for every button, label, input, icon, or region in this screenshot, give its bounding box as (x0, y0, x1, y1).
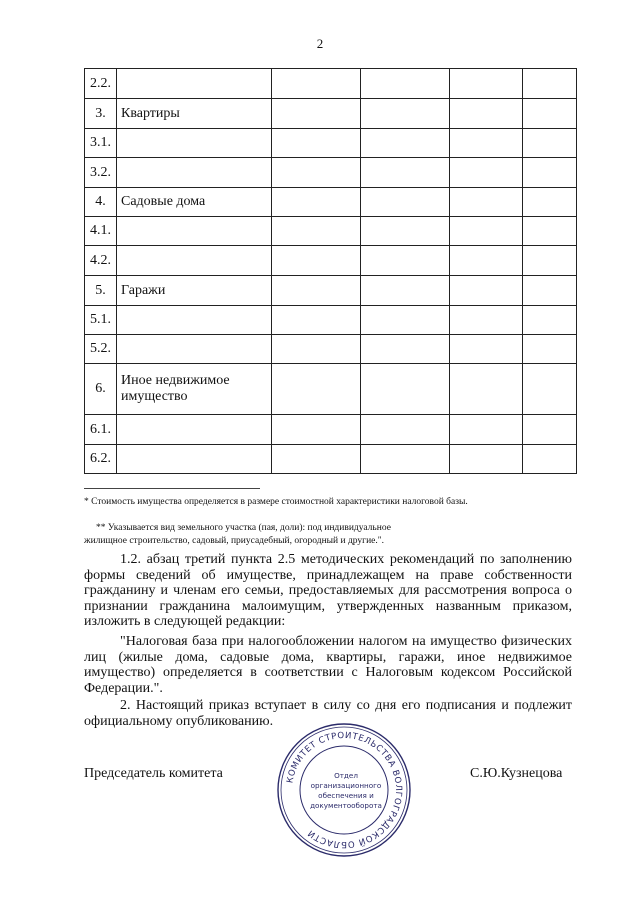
empty-cell (450, 188, 523, 217)
empty-cell (523, 276, 577, 306)
table-row (85, 246, 577, 276)
row-label-cell: Садовые дома (117, 188, 272, 217)
signatory-position: Председатель комитета (84, 766, 223, 781)
empty-cell (272, 246, 361, 276)
row-number-cell: 6.2. (85, 445, 117, 474)
empty-cell (523, 445, 577, 474)
empty-cell (361, 364, 450, 415)
row-number-cell: 4.1. (85, 217, 117, 246)
empty-cell (272, 276, 361, 306)
empty-cell (450, 364, 523, 415)
row-number-cell: 5.1. (85, 306, 117, 335)
empty-cell (523, 246, 577, 276)
row-number-cell: 6.1. (85, 415, 117, 445)
paragraph-quote (84, 634, 572, 696)
official-stamp (274, 720, 414, 860)
footnote-2 (84, 522, 484, 548)
empty-cell (361, 445, 450, 474)
row-number-cell: 2.2. (85, 69, 117, 99)
stamp-line-2: организационного (310, 781, 382, 790)
row-label-cell (117, 246, 272, 276)
empty-cell (523, 188, 577, 217)
stamp-line-4: документооборота (310, 801, 382, 810)
empty-cell (450, 99, 523, 129)
empty-cell (450, 217, 523, 246)
property-table (84, 68, 577, 474)
empty-cell (450, 306, 523, 335)
empty-cell (361, 217, 450, 246)
table-row (85, 445, 577, 474)
empty-cell (272, 445, 361, 474)
empty-cell (272, 129, 361, 158)
table-row (85, 306, 577, 335)
empty-cell (523, 158, 577, 188)
table-row (85, 129, 577, 158)
empty-cell (361, 276, 450, 306)
table-row (85, 188, 577, 217)
signatory-name: С.Ю.Кузнецова (470, 766, 563, 781)
page-number: 2 (316, 36, 324, 51)
empty-cell (361, 129, 450, 158)
empty-cell (450, 445, 523, 474)
empty-cell (450, 129, 523, 158)
empty-cell (523, 415, 577, 445)
row-label-cell: Иное недвижимое имущество (117, 364, 272, 415)
row-label-cell (117, 69, 272, 99)
empty-cell (272, 217, 361, 246)
empty-cell (523, 364, 577, 415)
row-label-cell (117, 158, 272, 188)
empty-cell (450, 415, 523, 445)
row-number-cell: 4. (85, 188, 117, 217)
paragraph-1-2-text: 1.2. абзац третий пункта 2.5 методических рекомендаций по заполнению формы сведений об имуществе, принадлежащем на праве собственности гражданину и членам его семьи, предоставляемых для рассмотрения вопроса о признании гражданина малоимущим, утвержденных названным приказом, изложить в следующей редакции: (84, 552, 572, 630)
paragraph-1-2 (84, 552, 572, 630)
table-row (85, 335, 577, 364)
empty-cell (361, 415, 450, 445)
empty-cell (272, 69, 361, 99)
row-label-cell (117, 335, 272, 364)
empty-cell (361, 306, 450, 335)
table-row (85, 69, 577, 99)
row-number-cell: 4.2. (85, 246, 117, 276)
row-label-cell (117, 445, 272, 474)
row-number-cell: 5. (85, 276, 117, 306)
empty-cell (272, 364, 361, 415)
empty-cell (450, 69, 523, 99)
row-label-cell: Квартиры (117, 99, 272, 129)
empty-cell (361, 158, 450, 188)
footnote-2-line-1: ** Указывается вид земельного участка (пая, доли): под индивидуальное (96, 523, 391, 533)
empty-cell (523, 217, 577, 246)
empty-cell (523, 335, 577, 364)
empty-cell (523, 306, 577, 335)
row-label-cell: Гаражи (117, 276, 272, 306)
empty-cell (272, 306, 361, 335)
row-number-cell: 3. (85, 99, 117, 129)
footnote-2-line-2: жилищное строительство, садовый, приусадебный, огородный и другие.". (84, 536, 385, 546)
stamp-line-1: Отдел (334, 771, 358, 780)
empty-cell (361, 69, 450, 99)
empty-cell (272, 99, 361, 129)
empty-cell (523, 129, 577, 158)
row-label-cell (117, 217, 272, 246)
empty-cell (523, 99, 577, 129)
empty-cell (523, 69, 577, 99)
row-number-cell: 3.2. (85, 158, 117, 188)
stamp-line-3: обеспечения и (318, 791, 374, 800)
table-row (85, 415, 577, 445)
empty-cell (361, 335, 450, 364)
row-label-cell (117, 129, 272, 158)
paragraph-2-text: 2. Настоящий приказ вступает в силу со дня его подписания и подлежит официальному опубликованию. (84, 698, 572, 729)
empty-cell (361, 188, 450, 217)
empty-cell (450, 335, 523, 364)
empty-cell (272, 335, 361, 364)
empty-cell (450, 276, 523, 306)
table-row (85, 364, 577, 415)
footnote-1: * Стоимость имущества определяется в размере стоимостной характеристики налоговой базы. (84, 497, 468, 507)
row-number-cell: 5.2. (85, 335, 117, 364)
empty-cell (272, 415, 361, 445)
paragraph-quote-text: "Налоговая база при налогообложении налогом на имущество физических лиц (жилые дома, садовые дома, квартиры, гаражи, иное недвижимое имущество) определяется в соответствии с Налоговым кодексом Российской Федерации.". (84, 634, 572, 696)
row-label-cell (117, 415, 272, 445)
row-number-cell: 3.1. (85, 129, 117, 158)
row-number-cell: 6. (85, 364, 117, 415)
empty-cell (361, 99, 450, 129)
empty-cell (272, 158, 361, 188)
table-row (85, 217, 577, 246)
empty-cell (361, 246, 450, 276)
empty-cell (450, 246, 523, 276)
footnote-divider (84, 488, 260, 489)
table-row (85, 276, 577, 306)
table-row (85, 158, 577, 188)
stamp-ring-text: КОМИТЕТ СТРОИТЕЛЬСТВА ВОЛГОГРАДСКОЙ ОБЛАСТИ (285, 730, 404, 850)
empty-cell (272, 188, 361, 217)
empty-cell (450, 158, 523, 188)
row-label-cell (117, 306, 272, 335)
table-row (85, 99, 577, 129)
